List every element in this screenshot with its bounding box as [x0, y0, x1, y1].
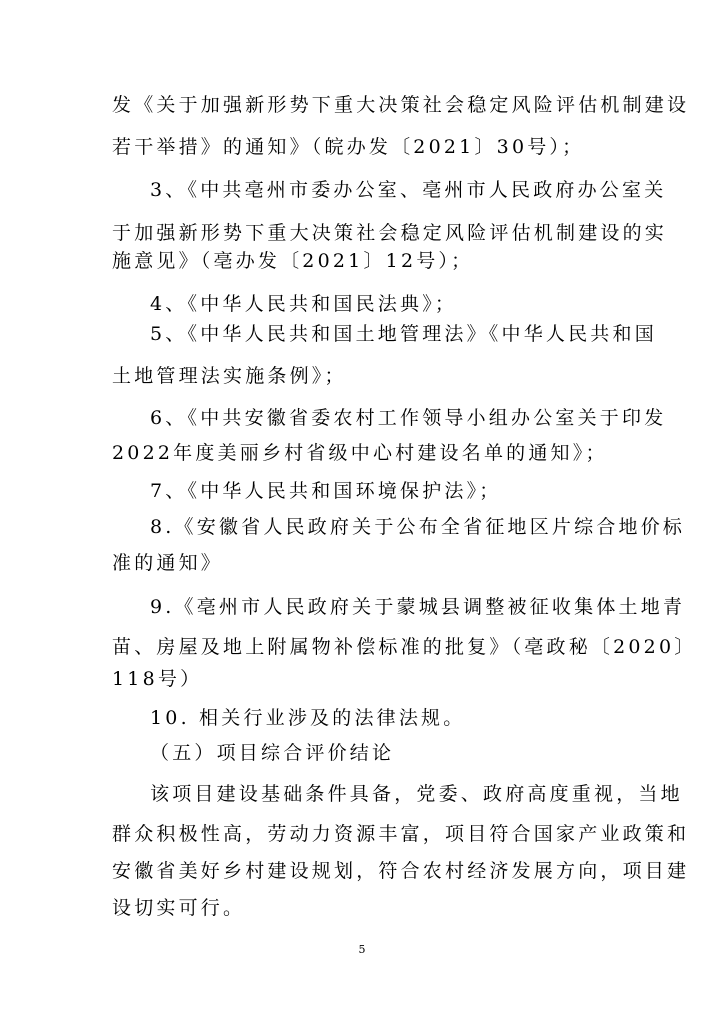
- text-line: 8.《安徽省人民政府关于公布全省征地区片综合地价标: [150, 516, 686, 538]
- text-line: 土地管理法实施条例》；: [112, 365, 347, 387]
- section-heading: （五）项目综合评价结论: [150, 742, 395, 764]
- text-line: 群众积极性高，劳动力资源丰富，项目符合国家产业政策和: [112, 823, 690, 845]
- text-line: 4、《中华人民共和国民法典》；: [150, 293, 458, 315]
- text-line: 发《关于加强新形势下重大决策社会稳定风险评估机制建设: [112, 94, 690, 116]
- text-line: 2022年度美丽乡村省级中心村建设名单的通知》；: [112, 442, 608, 464]
- text-line: 7、《中华人民共和国环境保护法》；: [150, 480, 502, 502]
- text-line: 准的通知》: [112, 552, 224, 574]
- text-line: 苗、房屋及地上附属物补偿标准的批复》（亳政秘〔2020〕: [112, 636, 697, 658]
- text-line: 施意见》（亳办发〔2021〕12号）；: [112, 250, 474, 272]
- text-line: 118号）: [112, 668, 203, 690]
- text-line: 该项目建设基础条件具备，党委、政府高度重视，当地: [150, 783, 683, 805]
- text-line: 10. 相关行业涉及的法律法规。: [150, 707, 466, 729]
- text-line: 设切实可行。: [112, 897, 246, 919]
- text-line: 5、《中华人民共和国土地管理法》《中华人民共和国: [150, 323, 657, 345]
- text-line: 于加强新形势下重大决策社会稳定风险评估机制建设的实: [112, 222, 668, 244]
- text-line: 若干举措》的通知》（皖办发〔2021〕30号）；: [112, 136, 585, 158]
- text-line: 6、《中共安徽省委农村工作领导小组办公室关于印发: [150, 407, 667, 429]
- text-line: 9.《亳州市人民政府关于蒙城县调整被征收集体土地青: [150, 596, 686, 618]
- text-line: 3、《中共亳州市委办公室、亳州市人民政府办公室关: [150, 179, 667, 201]
- text-line: 安徽省美好乡村建设规划，符合农村经济发展方向，项目建: [112, 860, 690, 882]
- page-number: 5: [358, 943, 366, 956]
